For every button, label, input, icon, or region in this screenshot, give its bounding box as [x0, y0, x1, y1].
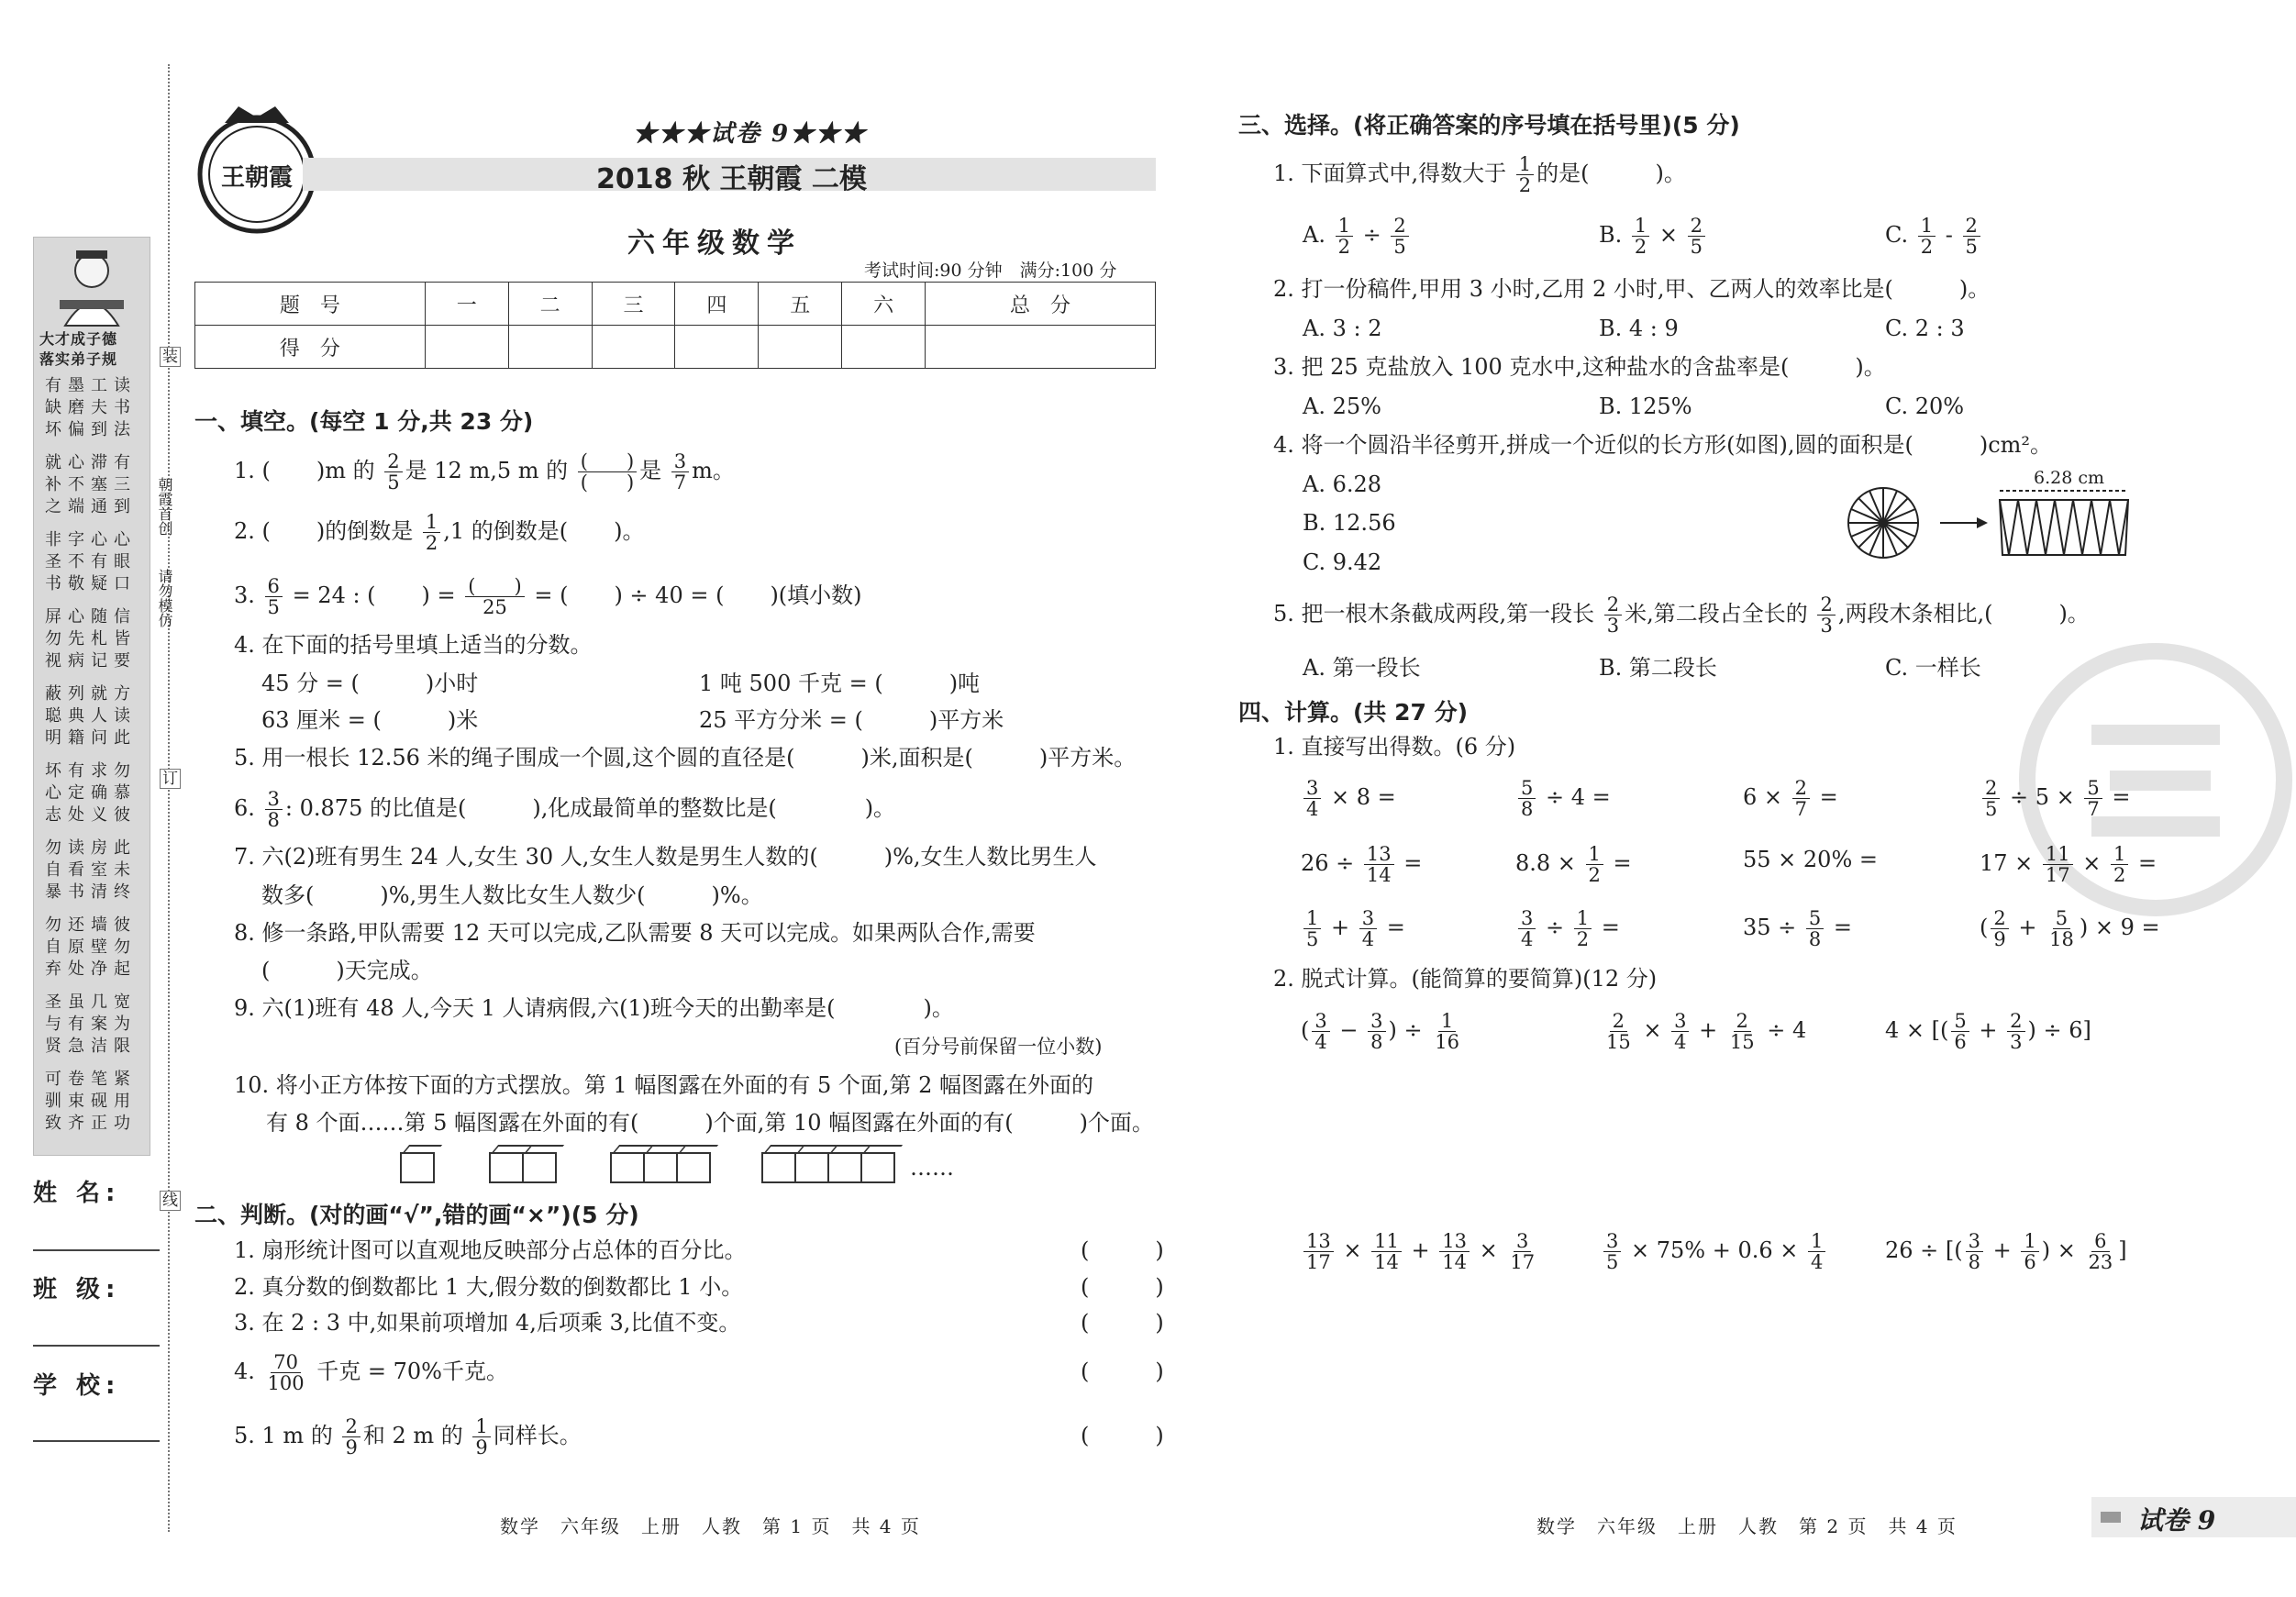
- q1-10a: 10. 将小正方体按下面的方式摆放。第 1 幅图露在外面的有 5 个面,第 2 幅图露在外面的: [234, 1072, 1094, 1098]
- verse-char: 端: [68, 497, 84, 516]
- verse-char: 限: [114, 1037, 130, 1056]
- verse-char: 案: [91, 1015, 107, 1034]
- school-field-line[interactable]: [33, 1440, 160, 1442]
- q1-8a: 8. 修一条路,甲队需要 12 天可以完成,乙队需要 8 天可以完成。如果两队合作,需要: [234, 920, 1036, 946]
- footer-left: 数学 六年级 上册 人教 第 1 页 共 4 页: [500, 1515, 921, 1537]
- verse-char: 典: [68, 706, 84, 726]
- verse-char: 心: [68, 607, 84, 627]
- verse-char: 读: [114, 376, 130, 395]
- q1-4c: 63 厘米 = ( )米: [261, 707, 479, 733]
- choice-q5-option-b[interactable]: B. 第二段长: [1599, 655, 1717, 681]
- verse-char: 宽: [114, 993, 130, 1012]
- verse-char: 心: [45, 783, 61, 803]
- verse-char: 彼: [114, 915, 130, 935]
- verse-char: 贤: [45, 1037, 61, 1056]
- verse-char: 书: [114, 398, 130, 417]
- q1-6: 6. $\frac{3}{8}$ : 0.875 的比值是( ),化成最简单的整数比是( )。: [234, 788, 896, 831]
- verse-char: 勿: [45, 629, 61, 649]
- verse-char: 札: [91, 629, 107, 649]
- choice-q5-option-a[interactable]: A. 第一段长: [1303, 655, 1421, 681]
- verse-char: 处: [68, 805, 84, 825]
- score-header: 题 号: [195, 283, 426, 326]
- sectored-circle-icon: [1848, 488, 1918, 558]
- calc-1-1: $\frac{3}{4}$ × 8 =: [1301, 778, 1396, 819]
- badge-dots-icon: [2101, 1512, 2121, 1523]
- choice-q2-option-c[interactable]: C. 2 : 3: [1885, 316, 1965, 341]
- verse-char: 夫: [91, 398, 107, 417]
- verse-char: 坏: [45, 761, 61, 781]
- choice-q5-option-c[interactable]: C. 一样长: [1885, 655, 1981, 681]
- verse-char: 有: [91, 552, 107, 571]
- verse-char: 清: [91, 882, 107, 902]
- verse-char: 信: [114, 607, 130, 627]
- q1-5: 5. 用一根长 12.56 米的绳子围成一个圆,这个圆的直径是( )米,面积是( )平方米。: [234, 745, 1137, 771]
- motto-strip: [33, 237, 150, 1156]
- verse-char: 有: [68, 1015, 84, 1034]
- verse-char: 几: [91, 993, 107, 1012]
- verse-char: 紧: [114, 1070, 130, 1089]
- calc-2-5: $\frac{3}{5}$ × 75% + 0.6 × $\frac{1}{4}$: [1601, 1231, 1828, 1272]
- judge-answer-4[interactable]: ( ): [1081, 1359, 1164, 1384]
- verse-char: 起: [114, 959, 130, 979]
- cube-figure-1: [400, 1152, 433, 1187]
- margin-mark-2: 订: [160, 769, 181, 789]
- brand-logo-text: 王朝霞: [220, 164, 294, 192]
- q1-7b: 数多( )%,男生人数比女生人数少( )%。: [261, 882, 763, 908]
- judge-item-4: 4. $\frac{70}{100}$ 千克 = 70%千克。: [234, 1351, 508, 1394]
- score-cell[interactable]: [508, 326, 592, 369]
- margin-mark-1: 装: [160, 347, 181, 367]
- q1-9-note: (百分号前保留一位小数): [894, 1036, 1103, 1058]
- calc-sub1-title: 1. 直接写出得数。(6 分): [1273, 734, 1516, 760]
- verse-char: 处: [68, 959, 84, 979]
- rectangle-length-label: 6.28 cm: [2034, 468, 2105, 488]
- score-cell[interactable]: [592, 326, 675, 369]
- verse-char: 之: [45, 497, 61, 516]
- verse-char: 敬: [68, 574, 84, 593]
- verse-char: 室: [91, 860, 107, 880]
- q1-4a: 45 分 = ( )小时: [261, 671, 479, 696]
- verse-char: 确: [91, 783, 107, 803]
- verse-char: 三: [114, 475, 130, 494]
- verse-char: 塞: [91, 475, 107, 494]
- q1-4: 4. 在下面的括号里填上适当的分数。: [234, 632, 593, 658]
- verse-char: 人: [91, 706, 107, 726]
- paper-number: ★★★试卷 9★★★: [633, 120, 868, 148]
- verse-char: 还: [68, 915, 84, 935]
- verse-char: 就: [91, 684, 107, 704]
- verse-char: 勿: [114, 937, 130, 957]
- score-cell[interactable]: [759, 326, 842, 369]
- approx-rectangle-icon: [2000, 491, 2128, 555]
- score-cell[interactable]: [842, 326, 926, 369]
- verse-char: 方: [114, 684, 130, 704]
- verse-char: 偏: [68, 420, 84, 439]
- verse-char: 心: [68, 453, 84, 472]
- verse-char: 正: [91, 1114, 107, 1133]
- verse-char: 书: [68, 882, 84, 902]
- verse-char: 急: [68, 1037, 84, 1056]
- verse-char: 随: [91, 607, 107, 627]
- cube-ellipsis: ……: [910, 1155, 954, 1181]
- verse-char: 补: [45, 475, 61, 494]
- verse-char: 聪: [45, 706, 61, 726]
- verse-char: 束: [68, 1092, 84, 1111]
- verse-block: [43, 915, 140, 981]
- judge-answer-2[interactable]: ( ): [1081, 1274, 1164, 1300]
- judge-answer-5[interactable]: ( ): [1081, 1423, 1164, 1448]
- choice-q3-option-a[interactable]: A. 25%: [1303, 394, 1381, 419]
- verse-char: 疑: [91, 574, 107, 593]
- verse-block: [43, 606, 140, 672]
- verse-char: 洁: [91, 1037, 107, 1056]
- verse-char: 籍: [68, 728, 84, 748]
- calc-1-4: $\frac{2}{5}$ ÷ 5 × $\frac{5}{7}$ =: [1980, 778, 2131, 819]
- choice-q2-option-b[interactable]: B. 4 : 9: [1599, 316, 1679, 341]
- calc-2-4: $\frac{13}{17}$ × $\frac{11}{14}$ + $\frac{13}{14}$ × $\frac{3}{17}$: [1301, 1231, 1540, 1272]
- verse-char: 为: [114, 1015, 130, 1034]
- verse-char: 墙: [91, 915, 107, 935]
- verse-block: [43, 1069, 140, 1135]
- calc-1-6: 8.8 × $\frac{1}{2}$ =: [1515, 843, 1632, 886]
- verse-char: 就: [45, 453, 61, 472]
- q1-7a: 7. 六(2)班有男生 24 人,女生 30 人,女生人数是男生人数的( )%,女生人数比男生人: [234, 844, 1097, 870]
- name-field-line[interactable]: [33, 1249, 160, 1251]
- verse-char: 勿: [45, 838, 61, 858]
- binding-line: [168, 64, 170, 1532]
- verse-char: 不: [68, 552, 84, 571]
- verse-char: 读: [68, 838, 84, 858]
- score-row-label: 得 分: [195, 326, 426, 369]
- verse-char: 法: [114, 420, 130, 439]
- calc-1-7: 55 × 20% =: [1743, 847, 1878, 872]
- score-table: [194, 282, 1156, 369]
- verse-char: 心: [114, 530, 130, 549]
- verse-char: 明: [45, 728, 61, 748]
- calc-1-3: 6 × $\frac{2}{7}$ =: [1743, 777, 1838, 820]
- verse-char: 墨: [68, 376, 84, 395]
- choice-q4-option-a[interactable]: A. 6.28: [1303, 471, 1382, 497]
- verse-char: 书: [45, 574, 61, 593]
- verse-char: 驯: [45, 1092, 61, 1111]
- choice-q3-option-b[interactable]: B. 125%: [1599, 394, 1692, 419]
- exam-title: 2018 秋 王朝霞 二模: [596, 163, 867, 195]
- verse-char: 净: [91, 959, 107, 979]
- verse-char: 圣: [45, 993, 61, 1012]
- name-field-label: 姓 名:: [33, 1180, 121, 1207]
- q1-1: 1. ( )m 的 $\frac{2}{5}$ 是 12 m,5 m 的 $\frac{( )}{( )}$ 是 $\frac{3}{7}$ m。: [234, 450, 735, 494]
- verse-char: 先: [68, 629, 84, 649]
- verse-char: 勿: [45, 915, 61, 935]
- verse-char: 列: [68, 684, 84, 704]
- score-header: 总 分: [926, 283, 1156, 326]
- verse-char: 齐: [68, 1114, 84, 1133]
- calc-1-5: 26 ÷ $\frac{13}{14}$ =: [1301, 843, 1423, 886]
- verse-char: 看: [68, 860, 84, 880]
- section4-title: 四、计算。(共 27 分): [1238, 699, 1469, 726]
- judge-item-3: 3. 在 2 : 3 中,如果前项增加 4,后项乘 3,比值不变。: [234, 1310, 741, 1336]
- verse-char: 义: [91, 805, 107, 825]
- side-note-2: 请勿模仿: [156, 569, 173, 627]
- verse-char: 与: [45, 1015, 61, 1034]
- score-header: 五: [759, 283, 842, 326]
- verse-char: 视: [45, 651, 61, 671]
- verse-char: 虽: [68, 993, 84, 1012]
- verse-char: 砚: [91, 1092, 107, 1111]
- scholar-figure-icon: [52, 245, 131, 327]
- judge-answer-3[interactable]: ( ): [1081, 1310, 1164, 1336]
- choice-q2: 2. 打一份稿件,甲用 3 小时,乙用 2 小时,甲、乙两人的效率比是( )。: [1273, 276, 1991, 302]
- verse-char: 终: [114, 882, 130, 902]
- score-cell[interactable]: [425, 326, 508, 369]
- margin-mark-3: 线: [160, 1191, 181, 1211]
- choice-q1-option-b[interactable]: B. $\frac{1}{2}$ × $\frac{2}{5}$: [1599, 216, 1708, 257]
- verse-char: 问: [91, 728, 107, 748]
- calc-sub2-title: 2. 脱式计算。(能简算的要简算)(12 分): [1273, 966, 1658, 992]
- choice-q3-option-c[interactable]: C. 20%: [1885, 394, 1965, 419]
- judge-item-5: 5. 1 m 的 $\frac{2}{9}$ 和 2 m 的 $\frac{1}{9}$ 同样长。: [234, 1415, 582, 1458]
- class-field-line[interactable]: [33, 1345, 160, 1347]
- q1-8b: ( )天完成。: [261, 958, 433, 983]
- verse-char: 自: [45, 860, 61, 880]
- choice-q2-option-a[interactable]: A. 3 : 2: [1303, 316, 1382, 341]
- verse-char: 此: [114, 838, 130, 858]
- class-field-label: 班 级:: [33, 1276, 121, 1303]
- judge-item-1: 1. 扇形统计图可以直观地反映部分占总体的百分比。: [234, 1237, 747, 1263]
- section3-title: 三、选择。(将正确答案的序号填在括号里)(5 分): [1238, 112, 1740, 139]
- verse-char: 口: [114, 574, 130, 593]
- calc-1-10: $\frac{3}{4}$ ÷ $\frac{1}{2}$ =: [1515, 908, 1620, 949]
- verses-block: [43, 375, 140, 1146]
- motto-line-1: 大才成子德: [39, 330, 118, 348]
- verse-char: 致: [45, 1114, 61, 1133]
- calc-1-9: $\frac{1}{5}$ + $\frac{3}{4}$ =: [1301, 908, 1405, 949]
- judge-answer-1[interactable]: ( ): [1081, 1237, 1164, 1263]
- verse-char: 慕: [114, 783, 130, 803]
- verse-char: 志: [45, 805, 61, 825]
- verse-char: 勿: [114, 761, 130, 781]
- verse-char: 圣: [45, 552, 61, 571]
- q1-10b: 有 8 个面……第 5 幅图露在外面的有( )个面,第 10 幅图露在外面的有( )个面。: [266, 1110, 1154, 1136]
- calc-1-12: ( $\frac{2}{9}$ + $\frac{5}{18}$ ) × 9 =: [1980, 907, 2160, 950]
- score-header: 二: [508, 283, 592, 326]
- verse-char: 未: [114, 860, 130, 880]
- calc-1-2: $\frac{5}{8}$ ÷ 4 =: [1515, 778, 1611, 819]
- score-header: 四: [675, 283, 759, 326]
- calc-2-6: 26 ÷ [( $\frac{3}{8}$ + $\frac{1}{6}$ ) × $\frac{6}{23}$ ]: [1885, 1230, 2127, 1273]
- score-header: 一: [425, 283, 508, 326]
- score-cell[interactable]: [675, 326, 759, 369]
- section1-title: 一、填空。(每空 1 分,共 23 分): [194, 408, 534, 435]
- verse-char: 字: [68, 530, 84, 549]
- verse-char: 到: [91, 420, 107, 439]
- cube-figure-3: [610, 1152, 709, 1187]
- verse-char: 缺: [45, 398, 61, 417]
- verse-char: 屏: [45, 607, 61, 627]
- verse-char: 不: [68, 475, 84, 494]
- verse-char: 病: [68, 651, 84, 671]
- verse-block: [43, 529, 140, 595]
- calc-2-3: 4 × [( $\frac{5}{6}$ + $\frac{2}{3}$ ) ÷ 6]: [1885, 1010, 2091, 1053]
- verse-char: 可: [45, 1070, 61, 1089]
- q1-9: 9. 六(1)班有 48 人,今天 1 人请病假,六(1)班今天的出勤率是( )。: [234, 995, 954, 1021]
- verse-char: 要: [114, 651, 130, 671]
- badge-paper-number: 试卷 9: [2137, 1505, 2216, 1536]
- footer-right: 数学 六年级 上册 人教 第 2 页 共 4 页: [1536, 1515, 1958, 1537]
- choice-q1-option-c[interactable]: C. $\frac{1}{2}$ - $\frac{2}{5}$: [1885, 216, 1983, 257]
- judge-item-2: 2. 真分数的倒数都比 1 大,假分数的倒数都比 1 小。: [234, 1274, 744, 1300]
- q1-2: 2. ( )的倒数是 $\frac{1}{2}$ ,1 的倒数是( )。: [234, 511, 645, 554]
- verse-block: [43, 760, 140, 826]
- verse-char: 坏: [45, 420, 61, 439]
- verse-char: 暴: [45, 882, 61, 902]
- score-cell[interactable]: [926, 326, 1156, 369]
- choice-q4-option-c[interactable]: C. 9.42: [1303, 549, 1382, 575]
- choice-q4: 4. 将一个圆沿半径剪开,拼成一个近似的长方形(如图),圆的面积是( )cm²。: [1273, 432, 2053, 458]
- motto-line-2: 落实弟子规: [39, 350, 118, 368]
- verse-block: [43, 837, 140, 904]
- q1-4b: 1 吨 500 千克 = ( )吨: [699, 671, 981, 696]
- choice-q5: 5. 把一根木条截成两段,第一段长 $\frac{2}{3}$ 米,第二段占全长的 $\frac{2}{3}$ ,两段木条相比,( )。: [1273, 593, 2090, 637]
- verse-char: 定: [68, 783, 84, 803]
- exam-info: 考试时间:90 分钟 满分:100 分: [864, 261, 1117, 281]
- calc-1-11: 35 ÷ $\frac{5}{8}$ =: [1743, 907, 1853, 950]
- verse-char: 用: [114, 1092, 130, 1111]
- verse-char: 蔽: [45, 684, 61, 704]
- verse-block: [43, 992, 140, 1058]
- verse-char: 求: [91, 761, 107, 781]
- verse-block: [43, 452, 140, 518]
- q1-3: 3. $\frac{6}{5}$ = 24 : ( ) = $\frac{( )}{25}$ = ( ) ÷ 40 = ( )(填小数): [234, 575, 862, 618]
- verse-char: 读: [114, 706, 130, 726]
- verse-char: 笔: [91, 1070, 107, 1089]
- verse-block: [43, 683, 140, 749]
- calc-1-8: 17 × $\frac{11}{17}$ × $\frac{1}{2}$ =: [1980, 843, 2157, 886]
- verse-char: 彼: [114, 805, 130, 825]
- verse-char: 非: [45, 530, 61, 549]
- verse-char: 自: [45, 937, 61, 957]
- calc-2-2: $\frac{2}{15}$ × $\frac{3}{4}$ + $\frac{2}{15}$ ÷ 4: [1606, 1010, 1807, 1053]
- choice-q3: 3. 把 25 克盐放入 100 克水中,这种盐水的含盐率是( )。: [1273, 354, 1886, 380]
- verse-char: 滞: [91, 453, 107, 472]
- verse-char: 卷: [68, 1070, 84, 1089]
- verse-char: 有: [68, 761, 84, 781]
- cube-figure-2: [489, 1152, 555, 1187]
- section2-title: 二、判断。(对的画“√”,错的画“×”)(5 分): [194, 1202, 639, 1228]
- subject-title: 六年级数学: [627, 227, 802, 260]
- verse-char: 到: [114, 497, 130, 516]
- q1-4d: 25 平方分米 = ( )平方米: [699, 707, 1004, 733]
- verse-char: 磨: [68, 398, 84, 417]
- score-header: 三: [592, 283, 675, 326]
- verse-char: 有: [114, 453, 130, 472]
- verse-char: 弃: [45, 959, 61, 979]
- calc-2-1: ( $\frac{3}{4}$ − $\frac{3}{8}$ ) ÷ $\frac{1}{16}$: [1301, 1010, 1459, 1053]
- arrow-right-icon: [1940, 517, 1988, 528]
- choice-q4-option-b[interactable]: B. 12.56: [1303, 510, 1396, 536]
- verse-char: 心: [91, 530, 107, 549]
- cube-figure-4: [761, 1152, 893, 1187]
- verse-char: 工: [91, 376, 107, 395]
- choice-q1: 1. 下面算式中,得数大于 $\frac{1}{2}$ 的是( )。: [1273, 153, 1686, 196]
- verse-char: 有: [45, 376, 61, 395]
- verse-char: 记: [91, 651, 107, 671]
- verse-char: 房: [91, 838, 107, 858]
- verse-char: 原: [68, 937, 84, 957]
- verse-char: 皆: [114, 629, 130, 649]
- choice-q1-option-a[interactable]: A. $\frac{1}{2}$ ÷ $\frac{2}{5}$: [1303, 216, 1412, 257]
- verse-block: [43, 375, 140, 441]
- verse-char: 功: [114, 1114, 130, 1133]
- verse-char: 此: [114, 728, 130, 748]
- verse-char: 通: [91, 497, 107, 516]
- verse-char: 壁: [91, 937, 107, 957]
- score-header: 六: [842, 283, 926, 326]
- verse-char: 眼: [114, 552, 130, 571]
- school-field-label: 学 校:: [33, 1372, 121, 1400]
- side-note-1: 朝霞首创: [156, 477, 173, 536]
